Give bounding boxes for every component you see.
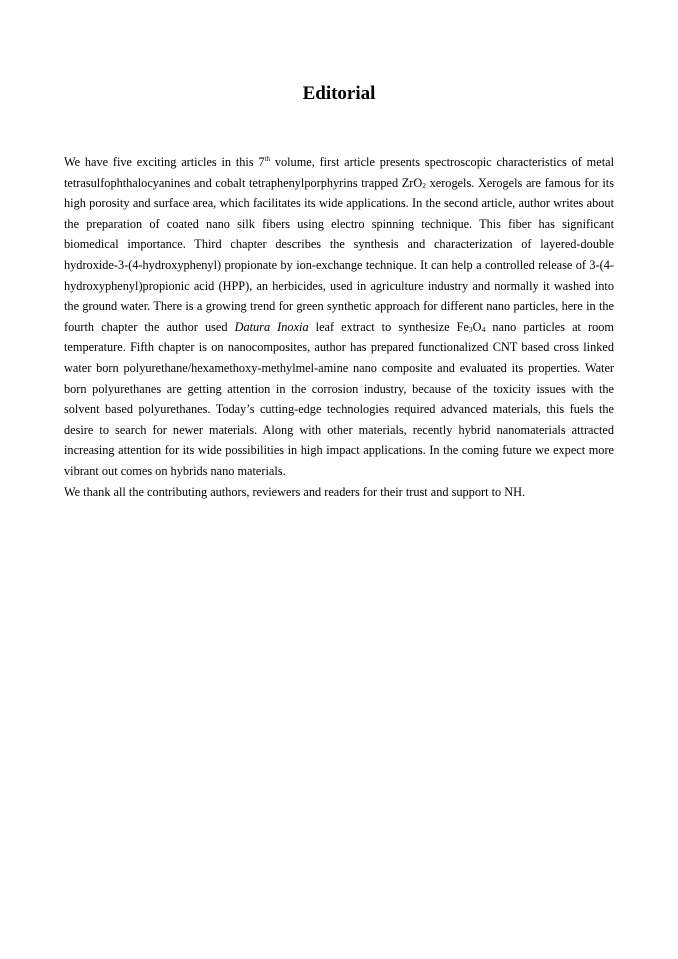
subscript-4: 4 [481,324,486,334]
subscript-2: 2 [422,180,426,190]
editorial-body [64,152,614,502]
text-segment: xerogels. Xerogels are famous for its high porosity and surface area, which facilitates its wide applications. In the second article, author writes about the preparation of coated nano silk fibers using electro spinning technique. This fiber has significant biomedical importance. Third chapter describes the synthesis and characterization of layered-double hydroxide-3-(4-hydroxyphenyl) propionate by ion-exchange technique. It can help a controlled release of 3-(4-hydroxyphenyl)propionic acid (HPP), an herbicides, used in agriculture industry and normally it washed into the ground water. There is a growing trend for green synthetic approach for different nano particles, here in the fourth chapter the author used [64,175,614,334]
text-segment: nano particles at room temperature. Fifth chapter is on nanocomposites, author has prepared functionalized CNT based cross linked water born polyurethane/hexamethoxy-methylmel-amine nano composite and evaluated its properties. Water born polyurethanes are getting attention in the corrosion industry, because of the toxicity issues with the solvent based polyurethanes. Today’s cutting-edge technologies required advanced materials, this fuels the desire to search for newer materials. Along with other materials, recently hybrid nanomaterials attracted increasing attention for its wide possibilities in high impact applications. In the coming future we expect more vibrant out comes on hybrids nano materials. [64,319,614,478]
editorial-paragraph-2: We thank all the contributing authors, reviewers and readers for their trust and support to NH. [64,484,526,499]
text-segment: O [472,319,482,334]
subscript-3: 3 [468,324,473,334]
text-segment: volume, first article presents spectroscopic characteristics of metal tetrasulfophthalocyanines and cobalt tetraphenylporphyrins trapped ZrO [64,155,614,190]
text-segment: We have five exciting articles in this 7 [64,155,265,169]
editorial-paragraph-1 [64,152,614,482]
page-title: Editorial [302,83,376,104]
ordinal-superscript: th [264,155,271,163]
text-segment: leaf extract to synthesize Fe [308,319,469,334]
species-name-italic: Datura Inoxia [234,319,309,334]
